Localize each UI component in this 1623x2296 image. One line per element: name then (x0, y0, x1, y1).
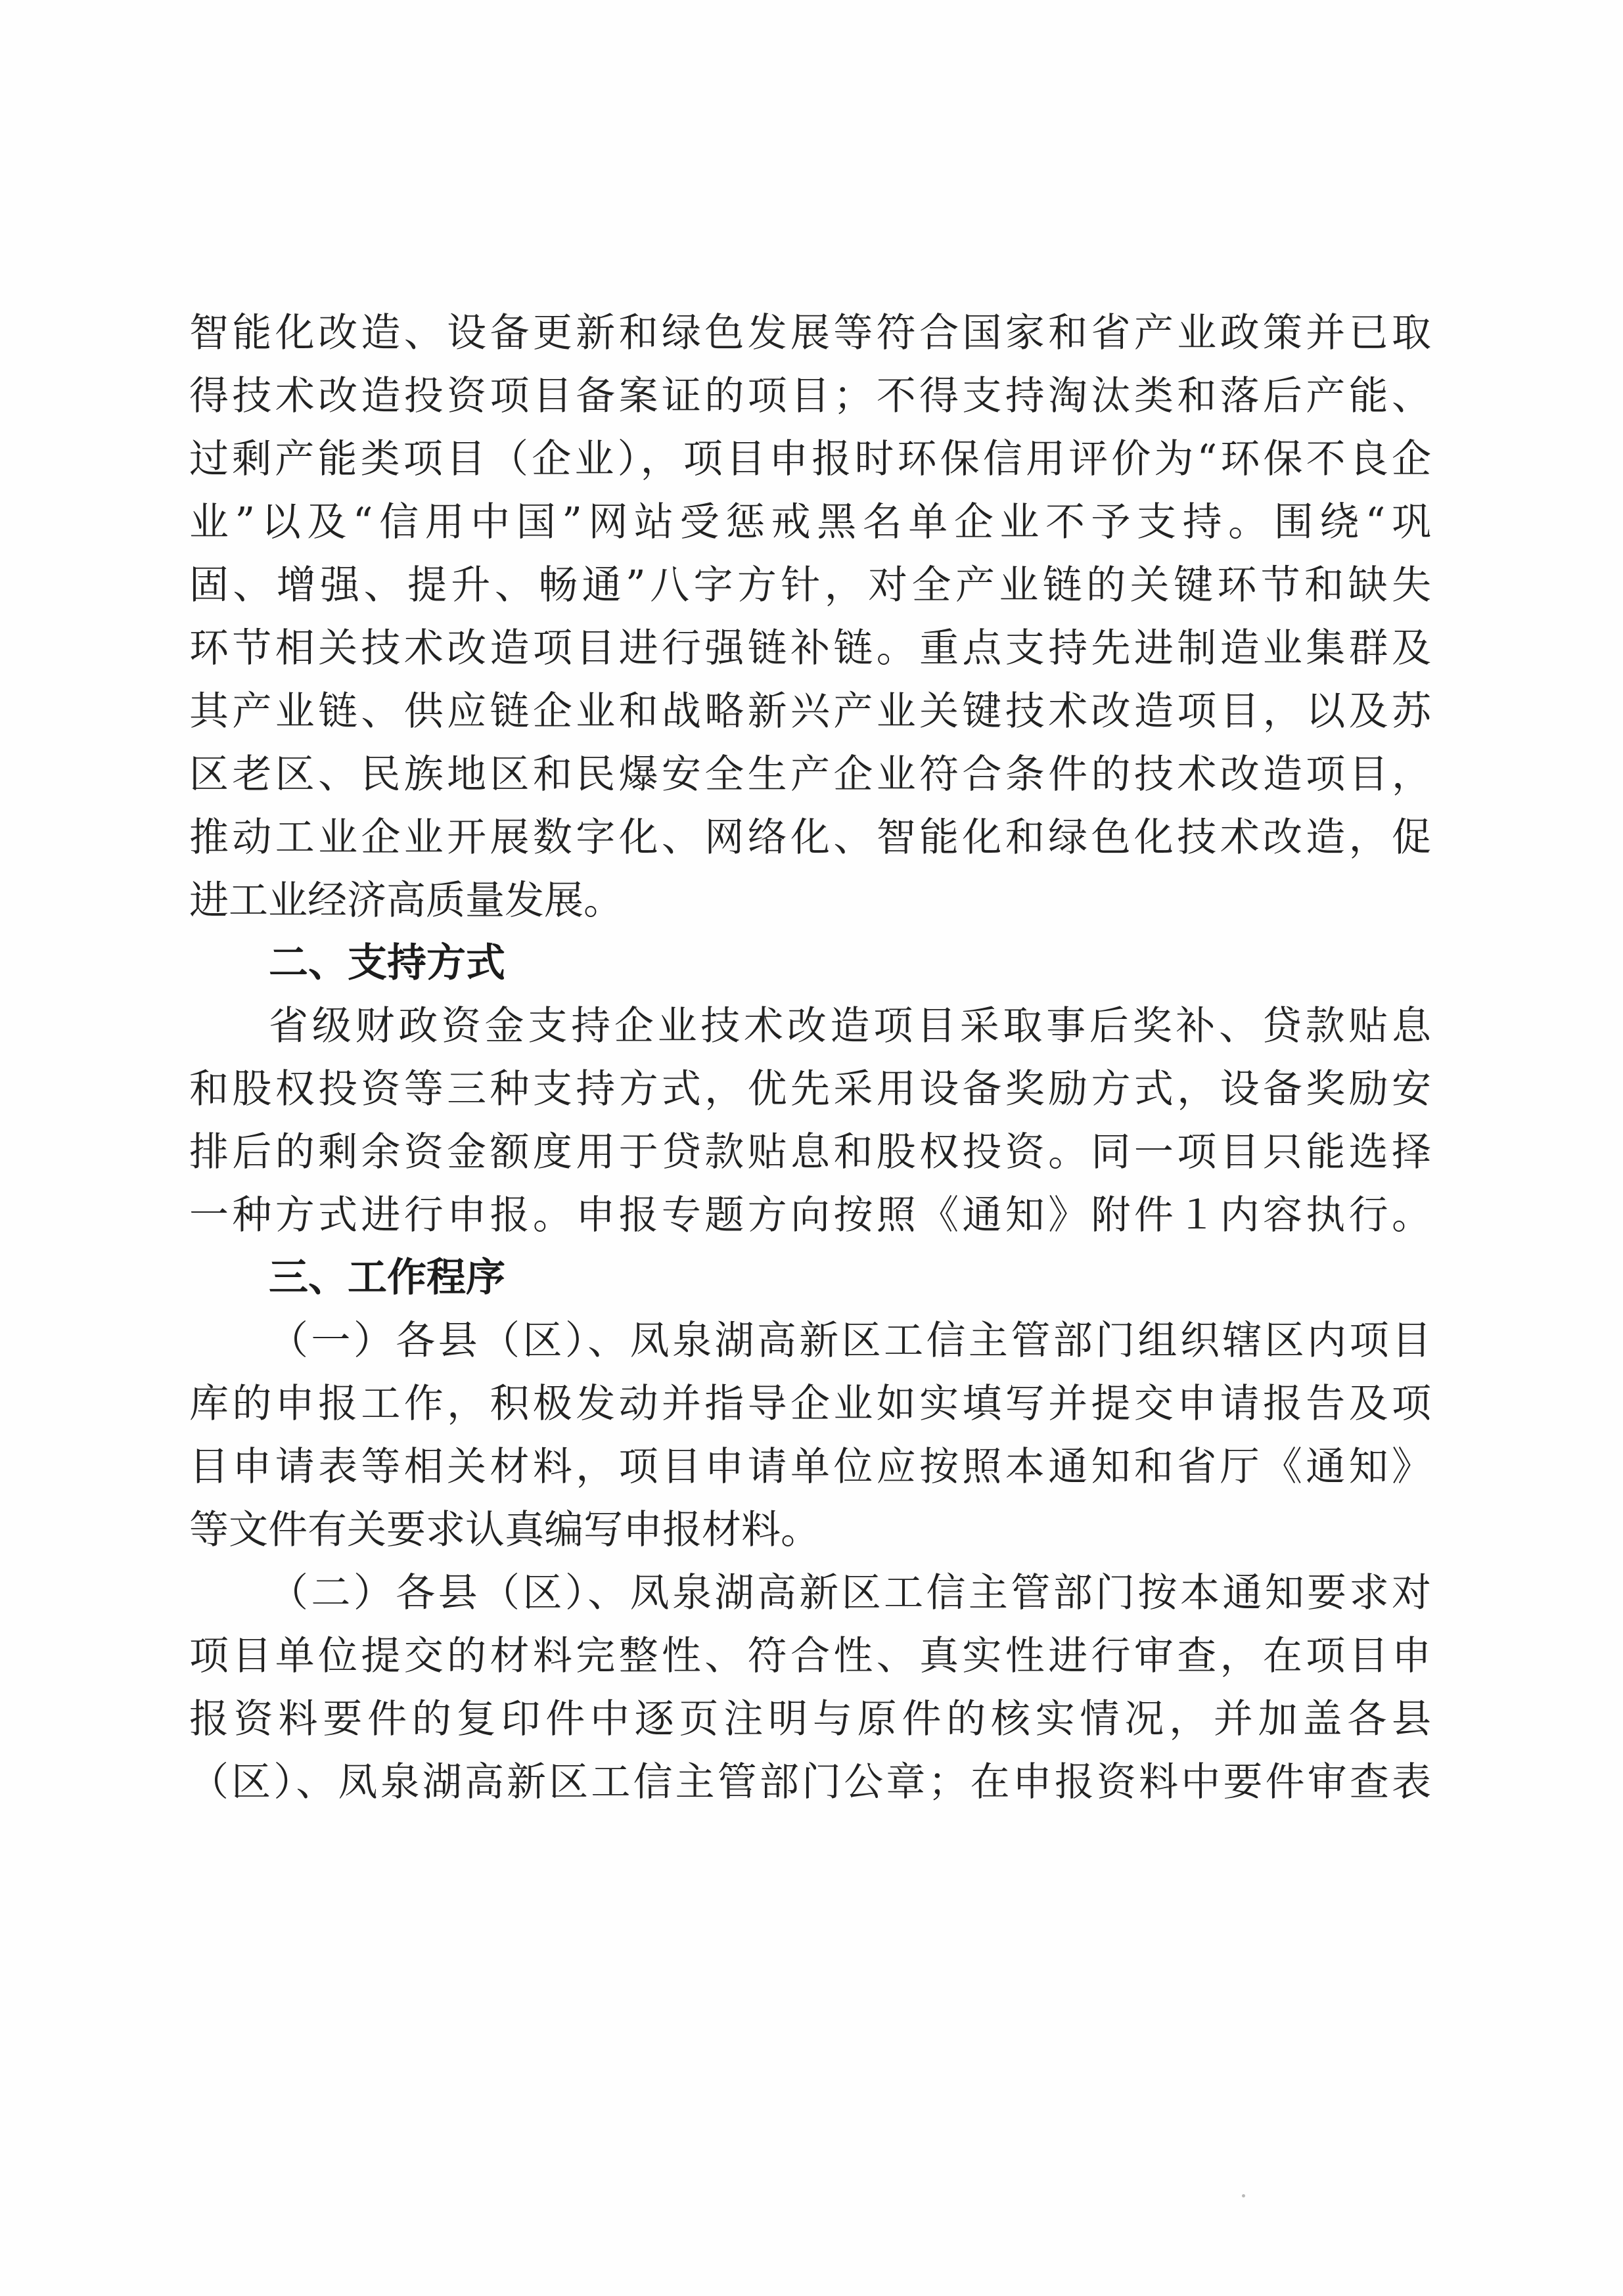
paragraph-line: 省级财政资金支持企业技术改造项目采取事后奖补、贷款贴息 (269, 1003, 1431, 1049)
paragraph-line: 和股权投资等三种支持方式，优先采用设备奖励方式，设备奖励安 (189, 1066, 1431, 1112)
paragraph-line: 过剩产能类项目（企业），项目申报时环保信用评价为“环保不良企 (189, 436, 1431, 482)
paragraph-line: 进工业经济高质量发展。 (189, 878, 623, 924)
paragraph-line: 项目单位提交的材料完整性、符合性、真实性进行审查，在项目申 (189, 1633, 1431, 1679)
paragraph-line: 业”以及“信用中国”网站受惩戒黑名单企业不予支持。围绕“巩 (189, 499, 1431, 545)
paragraph-line: 报资料要件的复印件中逐页注明与原件的核实情况，并加盖各县 (189, 1696, 1431, 1742)
section-heading-work-procedure: 三、工作程序 (269, 1255, 505, 1301)
paragraph-line: 库的申报工作，积极发动并指导企业如实填写并提交申请报告及项 (189, 1381, 1431, 1427)
paragraph-line: 固、增强、提升、畅通”八字方针，对全产业链的关键环节和缺失 (189, 562, 1431, 608)
paragraph-line: （二）各县（区）、凤泉湖高新区工信主管部门按本通知要求对 (269, 1570, 1431, 1616)
paragraph-line: （区）、凤泉湖高新区工信主管部门公章；在申报资料中要件审查表 (189, 1759, 1431, 1805)
paragraph-line: 环节相关技术改造项目进行强链补链。重点支持先进制造业集群及 (189, 625, 1431, 671)
paragraph-line: 一种方式进行申报。申报专题方向按照《通知》附件１内容执行。 (189, 1192, 1431, 1238)
scan-speck (1242, 2194, 1245, 2197)
paragraph-line: 推动工业企业开展数字化、网络化、智能化和绿色化技术改造，促 (189, 815, 1431, 861)
paragraph-line: （一）各县（区）、凤泉湖高新区工信主管部门组织辖区内项目 (269, 1318, 1431, 1364)
section-heading-support-method: 二、支持方式 (269, 940, 505, 986)
paragraph-line: 区老区、民族地区和民爆安全生产企业符合条件的技术改造项目， (189, 752, 1431, 798)
paragraph-line: 等文件有关要求认真编写申报材料。 (189, 1507, 820, 1553)
paragraph-line: 其产业链、供应链企业和战略新兴产业关键技术改造项目，以及苏 (189, 688, 1431, 734)
paragraph-line: 智能化改造、设备更新和绿色发展等符合国家和省产业政策并已取 (189, 310, 1431, 356)
paragraph-line: 得技术改造投资项目备案证的项目；不得支持淘汰类和落后产能、 (189, 373, 1431, 419)
paragraph-line: 排后的剩余资金额度用于贷款贴息和股权投资。同一项目只能选择 (189, 1129, 1431, 1175)
paragraph-line: 目申请表等相关材料，项目申请单位应按照本通知和省厅《通知》 (189, 1444, 1431, 1490)
